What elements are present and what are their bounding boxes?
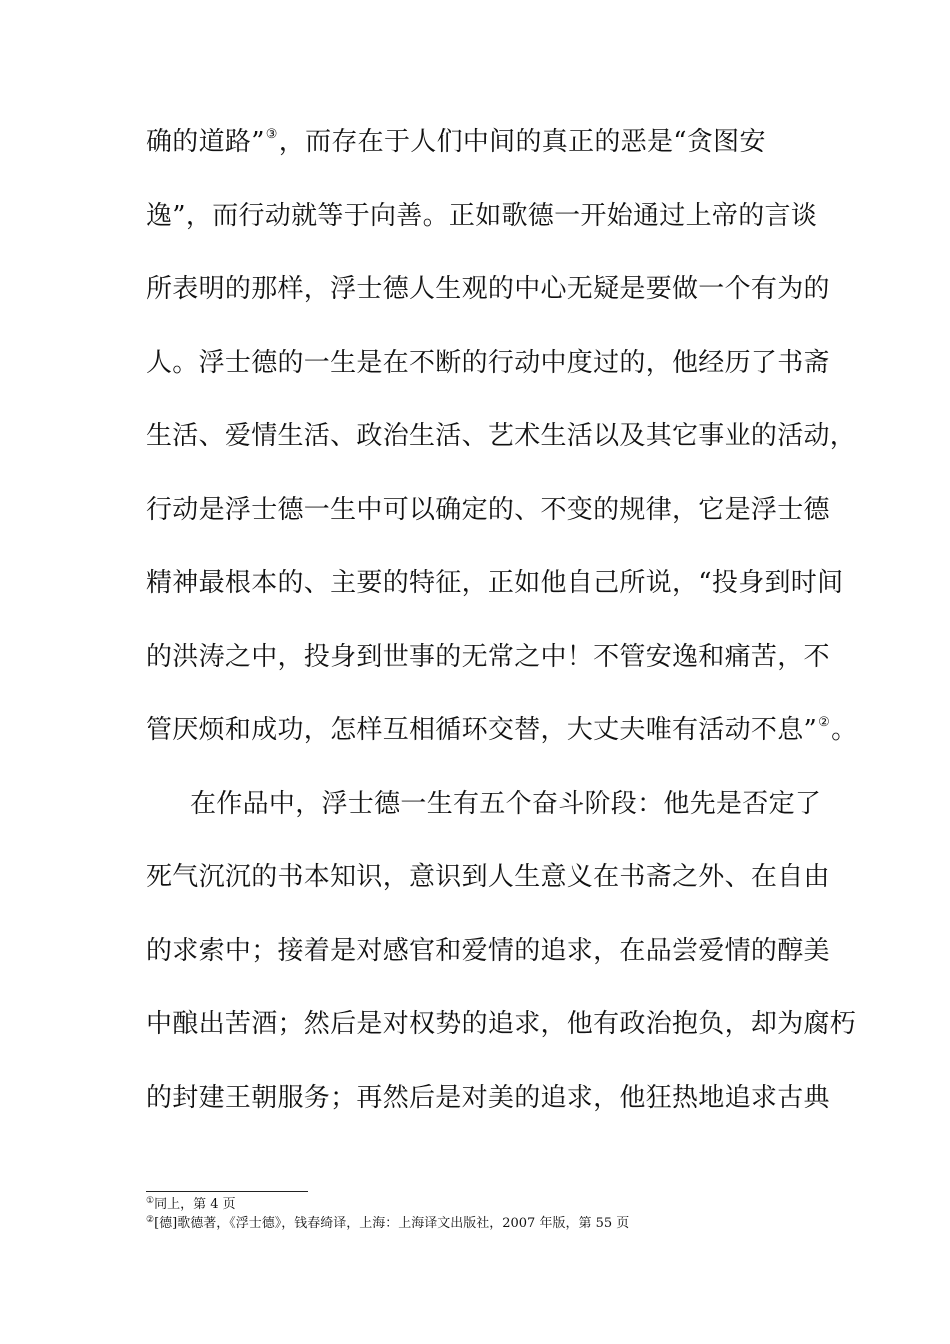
text-line	[146, 627, 846, 701]
text-line	[146, 994, 857, 1068]
line-text: 的求索中；接着是对感官和爱情的追求，在品尝爱情的醇美	[146, 935, 830, 966]
line-text: 死气沉沉的书本知识，意识到人生意义在书斋之外、在自由	[146, 862, 830, 892]
text-line	[146, 406, 857, 480]
paragraph-first-line	[146, 774, 846, 848]
text-line	[146, 1068, 846, 1142]
footnote-ref: ②	[818, 715, 831, 730]
line-text: 精神最根本的、主要的特征，正如他自己所说，“投身到时间	[146, 568, 844, 598]
text-line	[146, 700, 858, 774]
footnote-text: [德]歌德著，《浮士德》，钱春绮译，上海：上海译文出版社，2007 年版，第 55 页	[154, 1216, 630, 1231]
line-text: 逸”，而行动就等于向善。正如歌德一开始通过上帝的言谈	[146, 200, 818, 231]
text-line	[146, 847, 846, 921]
line-text: 生活、爱情生活、政治生活、艺术生活以及其它事业的活动，	[146, 421, 857, 451]
line-text: 的封建王朝服务；再然后是对美的追求，他狂热地追求古典	[146, 1082, 830, 1113]
line-text-tail: 。	[831, 715, 858, 745]
line-text: 确的道路”	[146, 127, 265, 157]
line-text: 行动是浮士德一生中可以确定的、不变的规律，它是浮士德	[146, 494, 830, 525]
line-text: 的洪涛之中，投身到世事的无常之中！不管安逸和痛苦，不	[146, 641, 830, 672]
text-line	[146, 333, 846, 407]
footnote-text: 同上，第 4 页	[154, 1197, 236, 1212]
text-line	[146, 112, 846, 186]
footnote-item	[146, 1214, 846, 1233]
footnote-mark: ②	[146, 1215, 155, 1225]
text-line	[146, 921, 846, 995]
text-line	[146, 480, 846, 554]
footnote-item	[146, 1195, 846, 1214]
text-line	[146, 553, 846, 627]
text-line	[146, 186, 846, 260]
footnote-mark: ①	[146, 1196, 155, 1206]
footnote-separator	[146, 1191, 308, 1192]
line-text: 管厌烦和成功，怎样互相循环交替，大丈夫唯有活动不息”	[146, 715, 818, 745]
text-line	[146, 259, 846, 333]
line-text: 人。浮士德的一生是在不断的行动中度过的，他经历了书斋	[146, 347, 830, 378]
line-text: 所表明的那样，浮士德人生观的中心无疑是要做一个有为的	[146, 274, 830, 304]
line-text: 中酿出苦酒；然后是对权势的追求，他有政治抱负，却为腐朽	[146, 1009, 857, 1039]
line-text: 在作品中，浮士德一生有五个奋斗阶段：他先是否定了	[190, 788, 822, 819]
body-text	[146, 112, 858, 1141]
footnote-ref: ③	[265, 127, 278, 142]
line-text-tail: ，而存在于人们中间的真正的恶是“贪图安	[278, 127, 766, 157]
footnotes	[146, 1195, 846, 1233]
